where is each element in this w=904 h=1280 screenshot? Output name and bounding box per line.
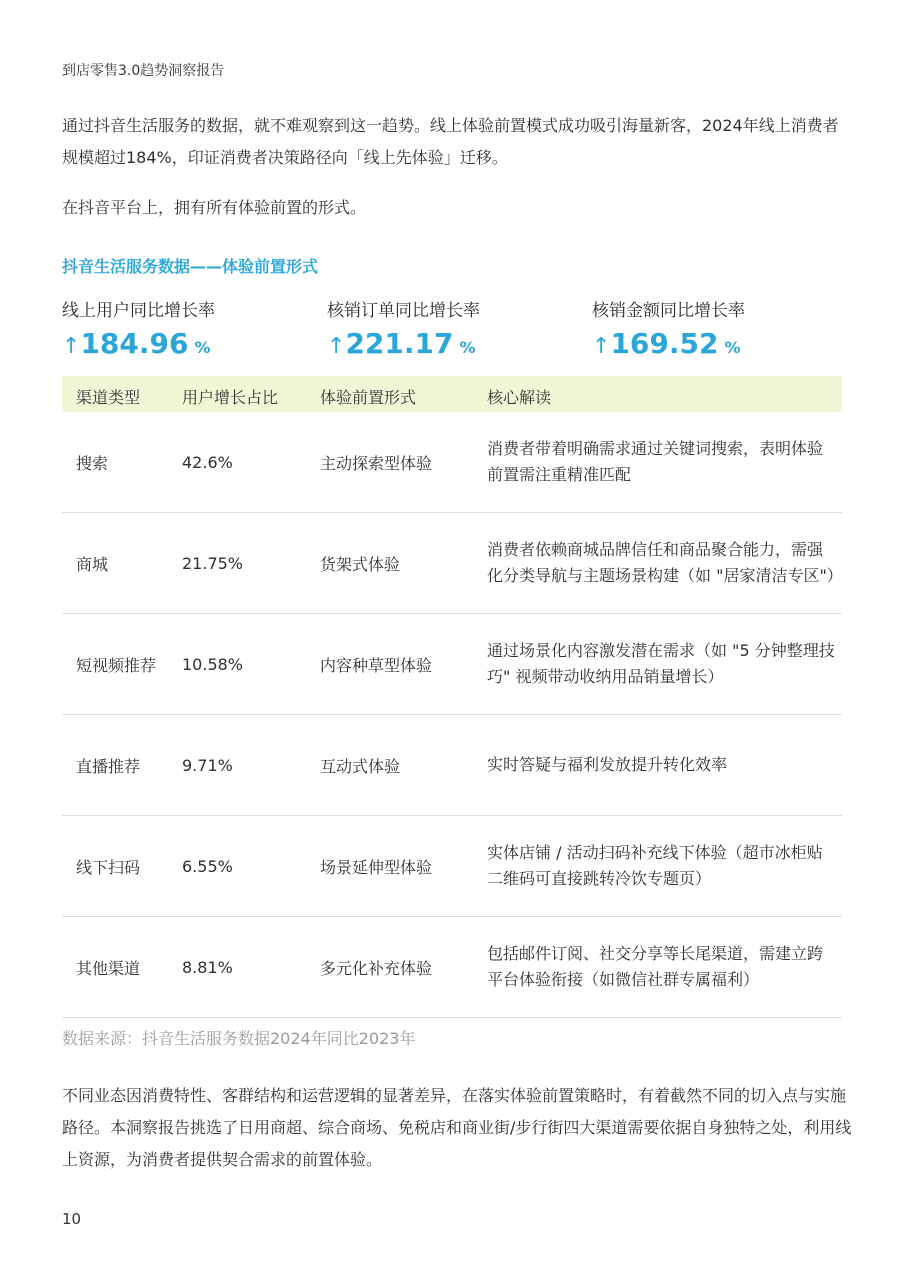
cell-insight: 通过场景化内容激发潜在需求（如 "5 分钟整理技巧" 视频带动收纳用品销量增长） (487, 641, 835, 686)
cell-channel: 其他渠道 (76, 958, 141, 978)
table-row (62, 816, 842, 917)
cell-share: 9.71% (182, 755, 233, 775)
channel-table (62, 376, 842, 1018)
table-row (62, 513, 842, 614)
cell-form: 主动探索型体验 (320, 453, 433, 473)
cell-form: 互动式体验 (320, 756, 401, 776)
table-row (62, 715, 842, 816)
cell-form: 场景延伸型体验 (320, 857, 433, 877)
cell-share: 8.81% (182, 957, 233, 977)
stat-number: 184.96 (80, 327, 189, 360)
stat-unit: % (724, 338, 741, 357)
stat-value (327, 327, 480, 360)
intro-paragraph: 通过抖音生活服务的数据，就不难观察到这一趋势。线上体验前置模式成功吸引海量新客，2024年线上消费者规模超过184%，印证消费者决策路径向「线上先体验」迁移。 (62, 116, 839, 167)
conclusion-paragraph: 不同业态因消费特性、客群结构和运营逻辑的显著差异，在落实体验前置策略时，有着截然不同的切入点与实施路径。本洞察报告挑选了日用商超、综合商场、免税店和商业街/步行街四大渠道需要依据自身独特之处，利用线上资源，为消费者提供契合需求的前置体验。 (62, 1086, 852, 1169)
cell-insight: 实时答疑与福利发放提升转化效率 (487, 755, 728, 774)
stat-unit: % (459, 338, 476, 357)
section-title: 抖音生活服务数据——体验前置形式 (62, 257, 319, 276)
column-header: 体验前置形式 (320, 388, 417, 407)
stat-label: 核销订单同比增长率 (327, 301, 480, 321)
column-header: 渠道类型 (76, 388, 141, 407)
up-arrow-icon: ↑ (62, 334, 81, 359)
up-arrow-icon: ↑ (327, 334, 346, 359)
stat-redeemed-orders (327, 296, 480, 360)
platform-paragraph: 在抖音平台上，拥有所有体验前置的形式。 (62, 198, 367, 217)
page-number: 10 (62, 1210, 82, 1228)
stat-redeemed-amount (592, 296, 745, 360)
cell-insight: 消费者依赖商城品牌信任和商品聚合能力，需强化分类导航与主题场景构建（如 "居家清洁专区"） (487, 540, 843, 585)
cell-channel: 线下扫码 (76, 857, 141, 877)
stat-unit: % (194, 338, 211, 357)
table-row (62, 412, 842, 513)
data-source-note: 数据来源：抖音生活服务数据2024年同比2023年 (62, 1029, 416, 1048)
cell-form: 货架式体验 (320, 554, 401, 574)
table-header (62, 376, 842, 412)
stats-row (62, 296, 852, 358)
cell-channel: 直播推荐 (76, 756, 141, 776)
stat-number: 221.17 (345, 327, 454, 360)
cell-share: 10.58% (182, 654, 244, 674)
cell-insight: 包括邮件订阅、社交分享等长尾渠道，需建立跨平台体验衔接（如微信社群专属福利） (487, 944, 824, 989)
cell-insight: 消费者带着明确需求通过关键词搜索，表明体验前置需注重精准匹配 (487, 439, 824, 484)
cell-insight: 实体店铺 / 活动扫码补充线下体验（超市冰柜贴二维码可直接跳转冷饮专题页） (487, 843, 823, 888)
column-header: 核心解读 (487, 388, 552, 407)
table-row (62, 614, 842, 715)
cell-form: 多元化补充体验 (320, 958, 433, 978)
stat-value (62, 327, 215, 360)
stat-online-users (62, 296, 215, 360)
cell-channel: 搜索 (76, 453, 109, 473)
column-header: 用户增长占比 (182, 388, 279, 407)
up-arrow-icon: ↑ (592, 334, 611, 359)
cell-form: 内容种草型体验 (320, 655, 433, 675)
cell-share: 6.55% (182, 856, 233, 876)
stat-number: 169.52 (610, 327, 719, 360)
cell-channel: 短视频推荐 (76, 655, 157, 675)
cell-channel: 商城 (76, 554, 109, 574)
stat-label: 线上用户同比增长率 (62, 301, 215, 321)
stat-value (592, 327, 745, 360)
stat-label: 核销金额同比增长率 (592, 301, 745, 321)
table-row (62, 917, 842, 1018)
cell-share: 42.6% (182, 452, 233, 472)
report-header-title: 到店零售3.0趋势洞察报告 (62, 63, 225, 79)
cell-share: 21.75% (182, 553, 244, 573)
